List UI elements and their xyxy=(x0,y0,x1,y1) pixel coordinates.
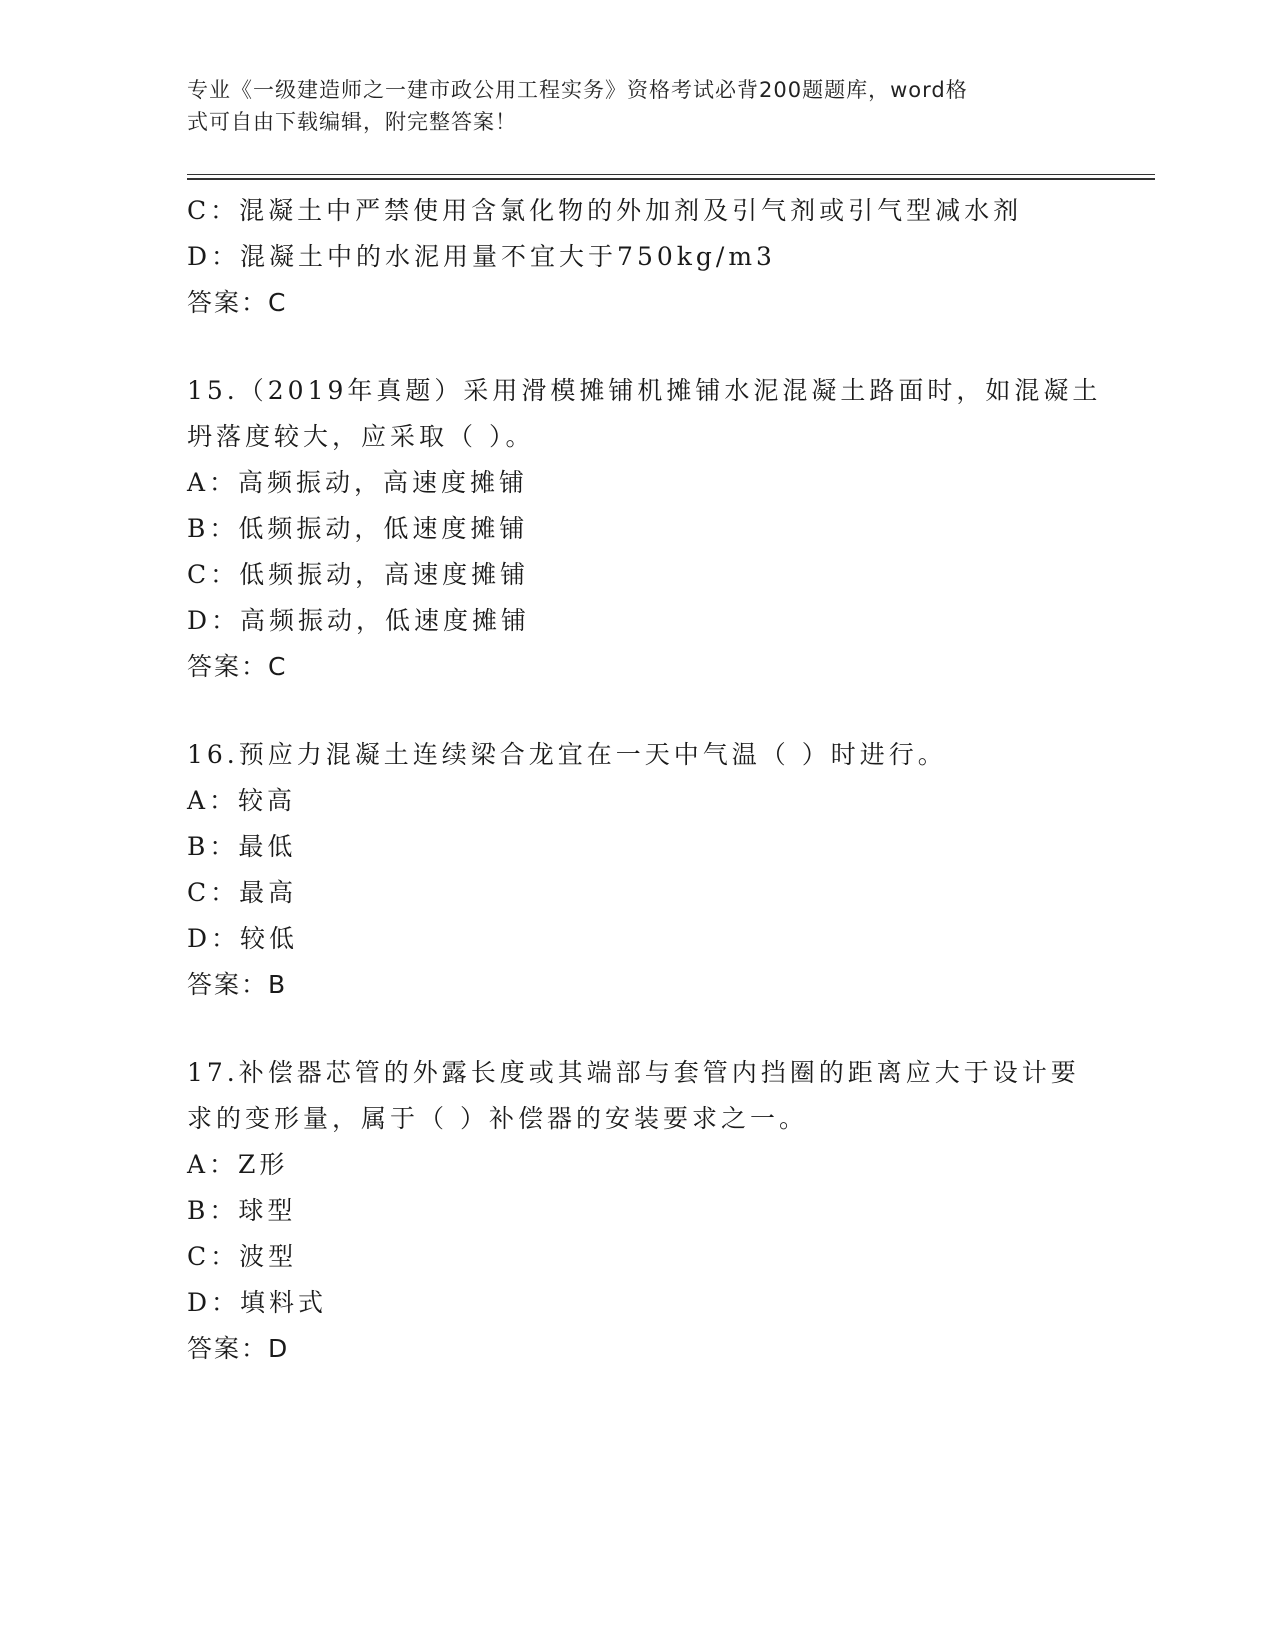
spacer xyxy=(187,326,1087,368)
header-divider-thick xyxy=(187,178,1155,180)
option-c: C：波型 xyxy=(187,1242,298,1271)
option-b: B：低频振动，低速度摊铺 xyxy=(187,514,529,543)
question-17 xyxy=(187,1050,1087,1372)
document-header xyxy=(187,74,1067,138)
question-stem-line-1: 16.预应力混凝土连续梁合龙宜在一天中气温（ ）时进行。 xyxy=(187,740,947,769)
option-c: C：混凝土中严禁使用含氯化物的外加剂及引气剂或引气型减水剂 xyxy=(187,196,1023,225)
option-b: B：球型 xyxy=(187,1196,297,1225)
option-d: D：混凝土中的水泥用量不宜大于750kg/m3 xyxy=(187,242,776,271)
option-c: C：低频振动，高速度摊铺 xyxy=(187,560,530,589)
answer-line: 答案：C xyxy=(187,652,288,681)
question-stem-line-2: 坍落度较大，应采取（ ）。 xyxy=(187,422,535,451)
question-stem-line-1: 15.（2019年真题）采用滑模摊铺机摊铺水泥混凝土路面时，如混凝土 xyxy=(187,376,1102,405)
answer-line: 答案：B xyxy=(187,970,288,999)
option-d: D：高频振动，低速度摊铺 xyxy=(187,606,531,635)
question-stem-line-2: 求的变形量，属于（ ）补偿器的安装要求之一。 xyxy=(187,1104,808,1133)
option-a: A：高频振动，高速度摊铺 xyxy=(187,468,529,497)
question-stem-line-1: 17.补偿器芯管的外露长度或其端部与套管内挡圈的距离应大于设计要 xyxy=(187,1058,1080,1087)
header-divider-thin xyxy=(187,174,1155,175)
question-list xyxy=(187,188,1102,1372)
question-16 xyxy=(187,732,1087,1008)
answer-line: 答案：D xyxy=(187,1334,290,1363)
spacer xyxy=(187,690,1087,732)
option-a: A：较高 xyxy=(187,786,297,815)
option-a: A：Z形 xyxy=(187,1150,289,1179)
spacer xyxy=(187,1008,1087,1050)
option-d: D：较低 xyxy=(187,924,299,953)
question-15 xyxy=(187,368,1102,690)
header-line-1: 专业《一级建造师之一建市政公用工程实务》资格考试必背200题题库，word格 xyxy=(187,78,968,102)
header-line-2: 式可自由下载编辑，附完整答案！ xyxy=(187,110,517,134)
option-b: B：最低 xyxy=(187,832,297,861)
question-14-tail xyxy=(187,188,1087,326)
answer-line: 答案：C xyxy=(187,288,288,317)
option-d: D：填料式 xyxy=(187,1288,328,1317)
option-c: C：最高 xyxy=(187,878,298,907)
